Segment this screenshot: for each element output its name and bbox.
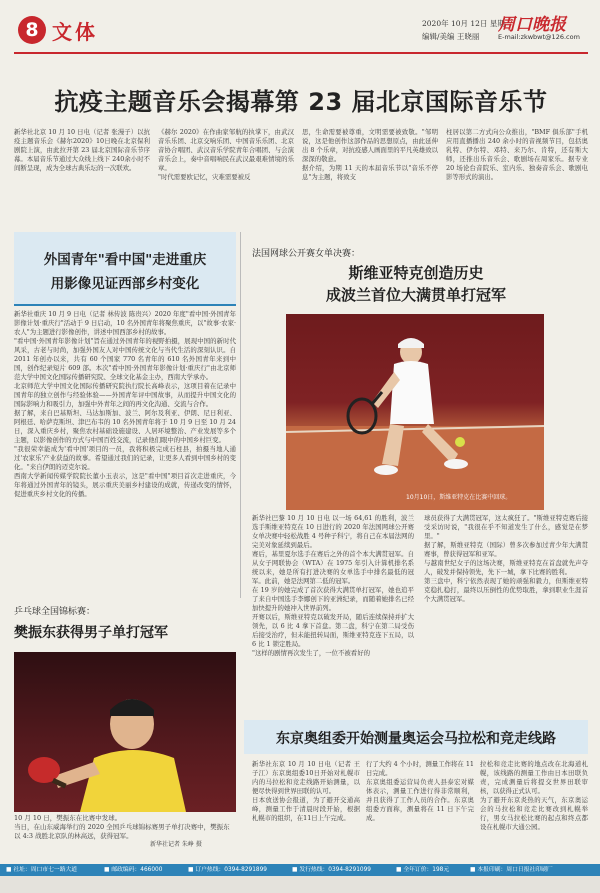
page-header	[0, 0, 600, 60]
tennis-photo-caption: 10月10日，斯维亚特克在比赛中回球。	[406, 494, 512, 501]
column-divider	[240, 232, 241, 598]
page-number-badge: 8	[18, 16, 46, 44]
page-bottom-margin	[0, 876, 600, 893]
tennis-player-illustration	[286, 314, 544, 510]
lead-column-1: 新华社北京 10 月 10 日电（记者 张漫子）以抗疫主题音乐会《赫尔2020》10日晚在北京保利剧院上演，由此拉开第 23 届北京国际音乐节序幕。本届音乐节通过大众线上线下 240余小时不间断呈现，成为全球古典乐坛的一次联欢。	[14, 128, 150, 172]
french-open-headline-line2: 成波兰首位大满贯单打冠军	[325, 286, 506, 304]
footer-address: ■ 社址：周口市七一路大道	[6, 867, 78, 873]
pingpong-headline: 樊振东获得男子单打冠军	[14, 625, 168, 641]
footer-bar	[0, 864, 600, 876]
lead-column-3: 思，生命需要被尊重，文明需要被致敬。"邹明说，这是他创作这部作品的思想原点，由此延伸出 8 个乐章，对抗疫感人画面里的平凡英雄致以深深的敬意。 据介绍，为期 11 天的本届音乐节以"音乐不停息"为主题，将致支	[302, 128, 438, 181]
lead-headline: 抗疫主题音乐会揭幕第 23 届北京国际音乐节	[54, 88, 548, 116]
marathon-column-2: 行了大约 4 个小时，测量工作将在 11 日完成。 东京奥组委运营局负责人县泰宏对媒体表示，测量工作进行得非常顺利，并且获得了工作人员的合作。东京奥组委方面称，测量将在 11 日下午完成。	[366, 760, 474, 822]
marathon-column-1: 新华社东京 10 月 10 日电（记者 王子江）东京奥组委10日开始对札幌市内的马拉松和竞走线路开始测量，以便尽快得到世界田联的认可。 日本放送协会报道，为了避开交通高峰，测量工作于清晨时段开始，根据札幌市的组织，在11日上午完成。	[252, 760, 360, 822]
editor-credit: 编辑/美编 王晓丽	[422, 32, 480, 41]
footer-subscription-hotline: ■ 订户热线：0394-8291899	[188, 867, 267, 873]
footer-distribution-hotline: ■ 发行热线：0394-8291099	[292, 867, 371, 873]
issue-date: 2020年 10月 12日 星期一	[422, 19, 513, 28]
french-open-kicker: 法国网球公开赛女单决赛：	[252, 249, 361, 259]
pingpong-kicker: 乒乓球全国锦标赛：	[14, 607, 96, 617]
french-open-headline-line1: 斯维亚特克创造历史	[348, 264, 484, 282]
footer-postcode: ■ 邮政编码：466000	[104, 867, 163, 873]
marathon-column-3: 拉松和竞走比赛的地点改在北海道札幌，该线路的测量工作由日本田联负责，完成测量后将提交世界田联审核，以获得正式认可。 为了避开东京炎热的天气，东京奥运会的马拉松和竞走比赛改到札幌举行，男女马拉松比赛的起点和终点都设在札幌市大通公园。	[480, 760, 588, 831]
marathon-headline: 东京奥组委开始测量奥运会马拉松和竞走线路	[276, 731, 556, 747]
french-open-body-right: 球员获得了大满贯冠军，这太疯狂了。"斯维亚特克赛后接受采访时说，"我很在乎不知道发生了什么，感觉是在梦里。" 据了解，斯维亚特克（国际）曾多次参加过青少年大满贯赛事，曾获得冠军和亚军。 与越南世纪女子的这场决赛，斯维亚特克在首盘就先声夺人，破发并保持领先，先下一城，拿下比赛的胜利。 第三盘中，科宁依然表现了她的顽强和毅力，但斯维亚特克稳扎稳打，最终以压倒性的优势取胜，拿到职业生涯首个大满贯冠军。	[424, 514, 588, 603]
lead-column-2: 《赫尔 2020》在作曲家邹航的执掌下，由武汉音乐乐团、北京交响乐团、中国音乐乐团、北京音协合唱团、武汉音乐学院青年合唱团、与会演音乐会上，奏中音唱响民在武汉最艰难情境的乐章。 "时代需要欧记忆，灾难需要被反	[158, 128, 294, 181]
section-title: 文体	[52, 20, 98, 44]
chongqing-headline-line1: 外国青年"看中国"走进重庆	[43, 252, 207, 268]
chongqing-headline-box	[14, 232, 236, 306]
contact-email: E-mail:zkwbwt@126.com	[498, 33, 580, 41]
pingpong-caption: 10 月 10 日，樊振东在比赛中发球。 当日，在山东威海举行的 2020 全国乒乓球锦标赛男子单打决赛中，樊振东以 4:3 战胜北京队的林高远，获得冠军。	[14, 814, 230, 840]
pingpong-player-illustration	[14, 652, 236, 812]
footer-printer: ■ 本报印刷：周口日报社印刷厂	[470, 867, 553, 873]
footer-annual-price: ■ 全年订价：198元	[396, 867, 450, 873]
pingpong-photo	[14, 652, 236, 812]
header-rule	[14, 52, 588, 54]
tennis-photo	[286, 314, 544, 510]
chongqing-headline-line2: 用影像见证西部乡村变化	[50, 276, 200, 292]
french-open-body-left: 新华社巴黎 10 月 10 日电 以一场 64,61 的胜利，波兰选手斯维亚特克在 10 日进行的 2020 年法国网球公开赛女单决赛中轻松战胜 4 号种子科宁，将自己在本届法网的完美对象延续到最后。 赛后，基里夏尔选手在赛后之外的首个本大满贯冠军。自从女子网联协会（WTA）在 1975 年引入计算机排名系统以来，她是所有打进决赛的女单选手中排名最低的冠军。此前，她是法网第二低的冠军。 在 19 岁的她完成了首次获得大满贯单打冠军，她也追平了来自中国选手李娜创下的亚洲纪录，而随着她排名已经加快提升的她冲入世界前列。 开赛以后，斯维亚特克以破发开局，随后连续保持并扩大领先，以 6 比 4 拿下首盘。第二盘，科宁在第二局受伤后接受治疗，但未能扭转局面，斯维亚特克连下五局，以 6 比 1 锁定胜局。 "这样的剧情再次发生了，一位不被看好的	[252, 514, 414, 657]
pingpong-photo-credit: 新华社记者 朱峥 摄	[150, 841, 202, 848]
chongqing-body: 新华社重庆 10 月 9 日电（记者 林传波 陈贵兴）2020 年度"看中国·外国青年影像计划·重庆行"活动于 9 日启动，10 名外国青年将聚焦重庆，以"故事·农家·农人"为主题进行影像创作，讲述中国西部乡村的故事。 "看中国·外国青年影像计划"旨在通过外国青年的视野拍摄，展现中国的新时代风采，古老与时尚，加强外国友人对中国传统文化与当代生活的深刻认识。自 2011 年创办以来，共有 60 个国家 770 名青年的 610 名外国青年来到中国，创作纪录短片 609 部。本次"看中国·外国青年影像计划·重庆行"由北京师范大学中国文化国际传播研究院、全球文化基金主办，西南大学承办。 北京师范大学中国文化国际传播研究院执行院长高峰表示，这项目着在记录中国青年的独立创作与经验体验——外国青年评中国故事，从而提升中国文化的国际影响力和吸引力，加强中外青年之间的再文化沟通、交流与合作。 据了解，来自巴基斯坦、马达加斯加、波兰、阿尔及利亚、伊朗、尼日利亚、阿根廷、哈萨克斯坦、津巴布韦的 10 名外国青年将于 10 月 9 日至 10 月 24 日，深入重庆乡村，聚焦农村基础设施建设、人居环境整治、产业发展等多个主题，以影像创作的方式与中国百姓交流，记录他们眼中的中国乡村巨变。 "我很荣幸能成为'看中国'项目的一员，我将积极完成石柱县，拍摄当地人通过'农家乐'产业获益的故事。希望通过我们的记录，让更多人看到中国乡村的变化。"来自伊朗的迈克尔说。 西南大学新闻传媒学院院长董小玉表示，这是"看中国"项目首次走进重庆，今年将通过外国青年的镜头，展示重庆美丽乡村建设的成就，传递改变的情怀，促进重庆乡村文化的传播。	[14, 310, 236, 498]
newspaper-logo: 周口晚报	[498, 15, 566, 35]
lead-column-4: 柱居以第二方式向公众推出，"BMF 俱乐部"手机应用直播播出 240 余小时的音视频节目，包括奥乳特、伊尔特、邓特、来乃尔、肯特，还有斯大师，还推出乐音乐会、歌剧场在周家乐。据专业 20 场论台音院乐、室内乐、独奏音乐会、歌剧电影等形式的演出。	[446, 128, 588, 181]
